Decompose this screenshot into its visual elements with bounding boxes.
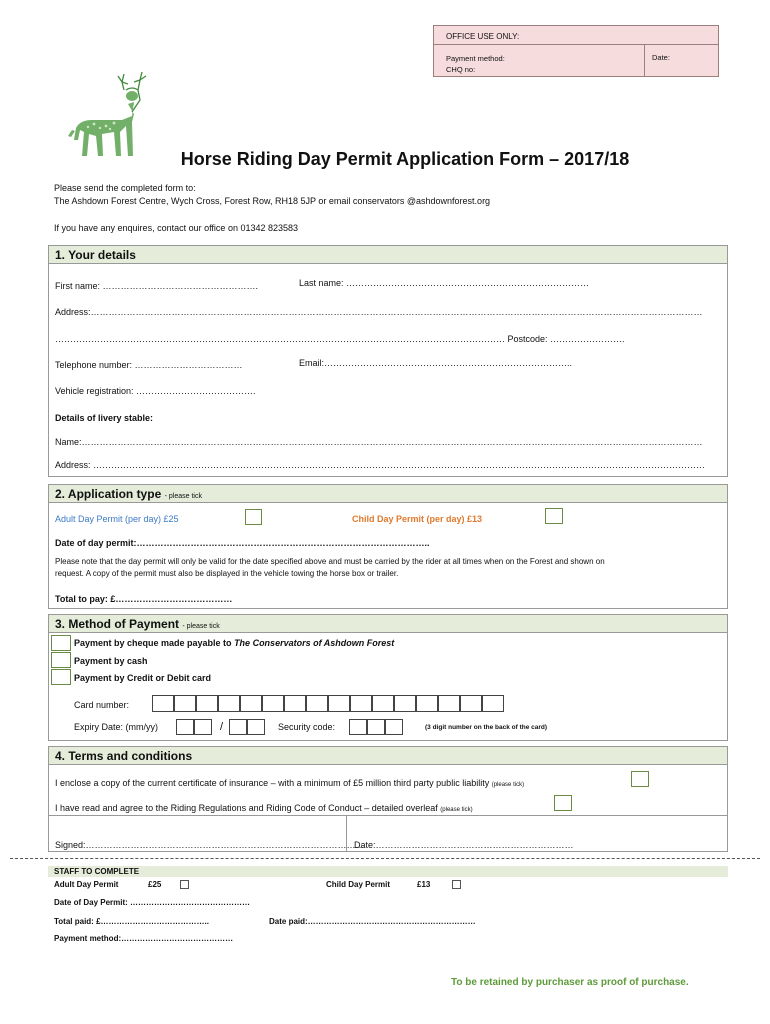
expiry-year-digit-2[interactable]: [247, 719, 265, 735]
staff-payment-method[interactable]: Payment method:……………………………………: [54, 934, 234, 943]
last-name-field[interactable]: Last name: ………………………………………………………………………: [299, 278, 590, 288]
card-number-digit-6[interactable]: [262, 695, 284, 712]
expiry-month-digit-1[interactable]: [176, 719, 194, 735]
insurance-tick-hint: (please tick): [491, 782, 525, 788]
section-1-header: 1. Your details: [49, 246, 727, 264]
office-payment-method: Payment method:: [446, 54, 505, 63]
office-payment-fields: [446, 53, 505, 75]
security-digit-1[interactable]: [349, 719, 367, 735]
adult-permit-label: Adult Day Permit (per day) £25: [55, 514, 179, 524]
vehicle-registration-field[interactable]: Vehicle registration: ………………………………….: [55, 386, 256, 396]
section-2-tick-hint: - please tick: [164, 493, 202, 500]
card-number-digit-10[interactable]: [350, 695, 372, 712]
page-title: Horse Riding Day Permit Application Form – 2017/18: [180, 149, 630, 169]
livery-heading: Details of livery stable:: [55, 413, 154, 423]
staff-child-checkbox[interactable]: [452, 880, 461, 889]
section-method-of-payment: [48, 614, 728, 741]
card-number-digit-15[interactable]: [460, 695, 482, 712]
security-digit-3[interactable]: [385, 719, 403, 735]
regulations-tick-hint: (please tick): [440, 807, 473, 813]
address-line-2-field[interactable]: …………………………………………………………………………………………………………………………………… Postcode: …………………….: [55, 334, 625, 344]
office-use-header: OFFICE USE ONLY:: [434, 26, 718, 45]
card-number-digit-1[interactable]: [152, 695, 174, 712]
card-number-label: Card number:: [74, 700, 130, 710]
card-number-digit-14[interactable]: [438, 695, 460, 712]
staff-adult-price: £25: [148, 880, 162, 889]
signed-date-field[interactable]: Date:…………………………………………………………: [354, 840, 574, 850]
section-2-title: 2. Application type: [55, 487, 162, 501]
card-checkbox[interactable]: [51, 669, 71, 685]
security-digit-2[interactable]: [367, 719, 385, 735]
office-divider: [644, 45, 645, 76]
card-number-digit-13[interactable]: [416, 695, 438, 712]
card-number-digit-3[interactable]: [196, 695, 218, 712]
regulations-checkbox[interactable]: [554, 795, 572, 811]
livery-address-field[interactable]: Address: ……………………………………………………………………………………………………………………………………………………………………………………: [55, 460, 706, 470]
date-of-permit-field[interactable]: Date of day permit:……………………………………………………………………………………..: [55, 538, 430, 548]
cheque-label: Payment by cheque made payable to: [74, 638, 235, 648]
staff-child-price: £13: [417, 880, 431, 889]
security-code-label: Security code:: [278, 722, 336, 732]
card-number-digit-8[interactable]: [306, 695, 328, 712]
staff-adult-checkbox[interactable]: [180, 880, 189, 889]
permit-note-line-2: request. A copy of the permit must also be displayed in the vehicle towing the horse box or trailer.: [55, 569, 399, 578]
livery-name-field[interactable]: Name:………………………………………………………………………………………………………………………………………………………………………………………: [55, 437, 703, 447]
first-name-field[interactable]: First name: …………………………………………….: [55, 281, 259, 291]
signed-field[interactable]: Signed:…………………………………………………………………………………: [55, 840, 365, 850]
address-field[interactable]: Address:……………………………………………………………………………………………………………………………………………………………………………………: [55, 307, 703, 317]
section-3-header: [49, 615, 727, 633]
insurance-checkbox[interactable]: [631, 771, 649, 787]
telephone-field[interactable]: Telephone number: ………………………………: [55, 360, 243, 370]
staff-header: STAFF TO COMPLETE: [48, 866, 728, 877]
email-field[interactable]: Email:………………………………………………………………………..: [299, 358, 573, 368]
signature-divider: [49, 815, 727, 816]
section-application-type: [48, 484, 728, 609]
cash-label: Payment by cash: [74, 656, 148, 666]
cheque-option: [74, 638, 394, 648]
card-number-digit-7[interactable]: [284, 695, 306, 712]
expiry-month-digit-2[interactable]: [194, 719, 212, 735]
office-use-box: [433, 25, 719, 77]
card-label: Payment by Credit or Debit card: [74, 673, 212, 683]
intro-line-2: The Ashdown Forest Centre, Wych Cross, Forest Row, RH18 5JP or email conservators @ashdownforest.org: [54, 196, 491, 206]
cut-line: [10, 858, 760, 859]
section-terms-and-conditions: [48, 746, 728, 852]
cheque-checkbox[interactable]: [51, 635, 71, 651]
section-4-header: 4. Terms and conditions: [49, 747, 727, 765]
section-your-details: [48, 245, 728, 477]
staff-child-label: Child Day Permit: [326, 880, 391, 889]
regulations-statement: [55, 803, 473, 813]
cheque-payee: The Conservators of Ashdown Forest: [234, 638, 395, 648]
card-number-digit-5[interactable]: [240, 695, 262, 712]
child-permit-checkbox[interactable]: [545, 508, 563, 524]
permit-note-line-1: Please note that the day permit will only be valid for the date specified above and must be carried by the rider at all times when on the Forest and shown on: [55, 557, 605, 566]
card-number-digit-9[interactable]: [328, 695, 350, 712]
child-permit-label: Child Day Permit (per day) £13: [352, 514, 483, 524]
insurance-text: I enclose a copy of the current certificate of insurance – with a minimum of £5 million third party public liability: [55, 778, 490, 788]
section-3-tick-hint: - please tick: [182, 623, 220, 630]
regulations-text: I have read and agree to the Riding Regulations and Riding Code of Conduct – detailed overleaf: [55, 803, 438, 813]
staff-total-paid[interactable]: Total paid: £…………………………………..: [54, 917, 209, 926]
expiry-label: Expiry Date: (mm/yy): [74, 722, 159, 732]
intro-line-1: Please send the completed form to:: [54, 183, 196, 193]
staff-date-of-permit[interactable]: Date of Day Permit: ………………………………………: [54, 898, 251, 907]
card-number-digit-11[interactable]: [372, 695, 394, 712]
expiry-slash: /: [220, 721, 224, 733]
office-date: Date:: [652, 53, 670, 62]
total-to-pay-field[interactable]: Total to pay: £…………………………………: [55, 594, 233, 604]
card-number-digit-12[interactable]: [394, 695, 416, 712]
section-3-title: 3. Method of Payment: [55, 617, 180, 631]
staff-date-paid[interactable]: Date paid:………………………………………………………: [269, 917, 476, 926]
footer-retain-note: To be retained by purchaser as proof of purchase.: [451, 977, 689, 988]
office-chq-no: CHQ no:: [446, 65, 476, 74]
security-code-note: (3 digit number on the back of the card): [425, 724, 548, 731]
intro-line-3: If you have any enquires, contact our office on 01342 823583: [54, 223, 299, 233]
insurance-statement: [55, 778, 524, 788]
cash-checkbox[interactable]: [51, 652, 71, 668]
card-number-digit-4[interactable]: [218, 695, 240, 712]
adult-permit-checkbox[interactable]: [245, 509, 262, 525]
card-number-digit-2[interactable]: [174, 695, 196, 712]
staff-adult-label: Adult Day Permit: [54, 880, 119, 889]
card-number-digit-16[interactable]: [482, 695, 504, 712]
section-2-header: [49, 485, 727, 503]
expiry-year-digit-1[interactable]: [229, 719, 247, 735]
